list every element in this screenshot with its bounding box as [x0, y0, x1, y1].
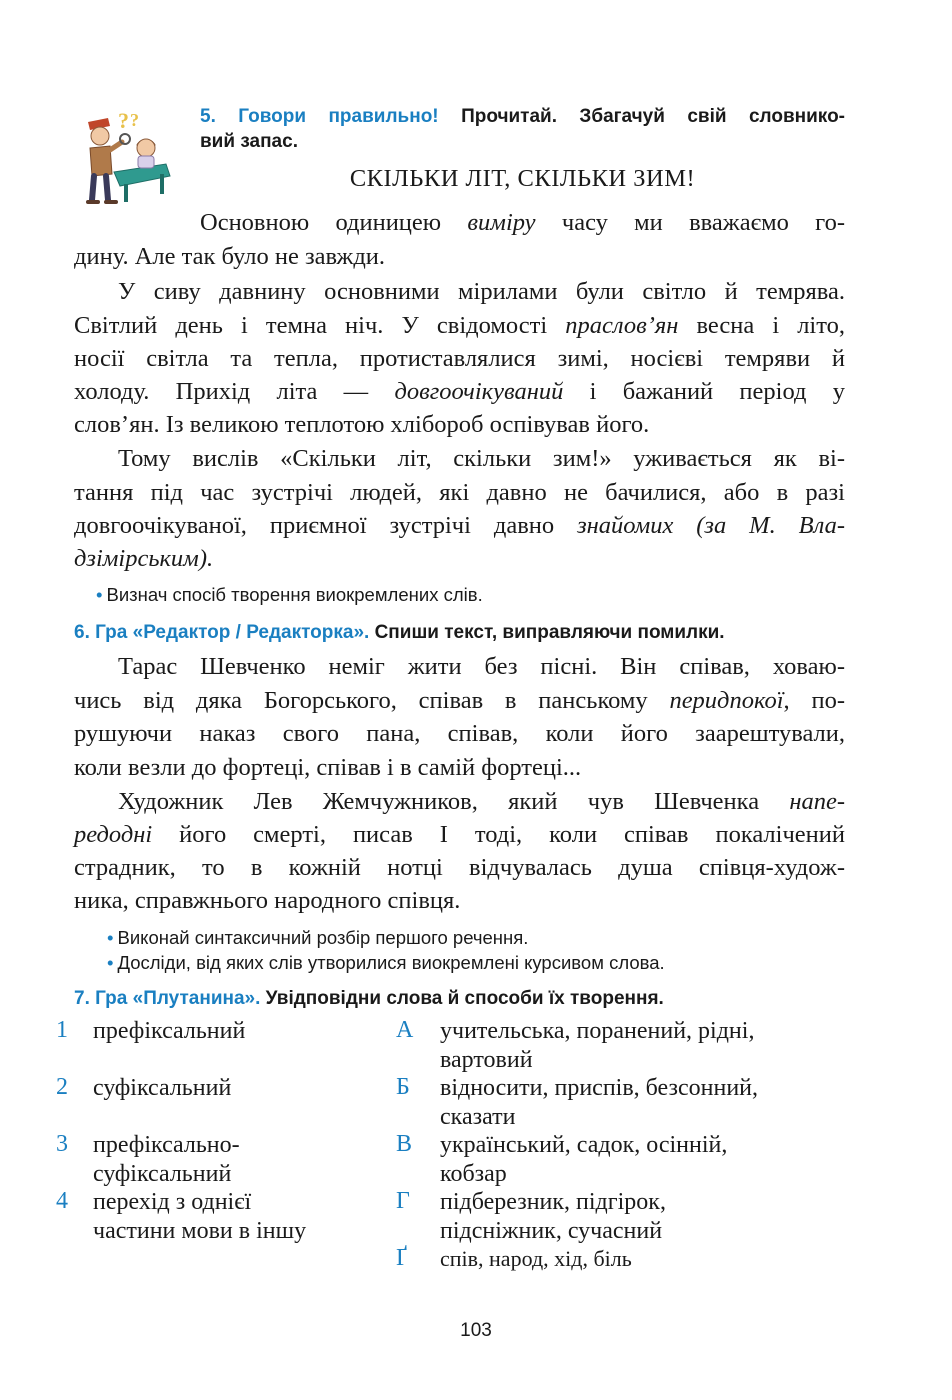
task6-lead: 6. Гра «Редактор / Редакторка». [74, 622, 370, 643]
paragraph-line [74, 309, 845, 343]
task6-bullet-2 [107, 950, 847, 975]
italic-word: знайомих (за М. Вла- [577, 512, 845, 539]
task7-heading [74, 986, 845, 1011]
match-number: 1 [56, 1017, 68, 1043]
task7-instruction: Увідповідни слова й способи їх творення. [265, 988, 664, 1009]
page-number: 103 [460, 1320, 492, 1341]
text-run: довгоочікуваної, приємної зустрічі давно [74, 512, 578, 539]
text-run: і бажаний період у [563, 378, 845, 405]
paragraph-line: дину. Але так було не завжди. [74, 243, 386, 270]
text-run: його смерті, писав І тоді, коли співав покалічений [152, 821, 845, 848]
match-letter: В [396, 1131, 413, 1157]
bullet-text: Визнач спосіб творення виокремлених слів. [106, 584, 483, 605]
task5-bullet [96, 582, 846, 607]
paragraph-line [74, 684, 845, 718]
task5-instruction: Прочитай. Збагачуй свій словнико- [461, 106, 845, 127]
paragraph-line: тання під час зустрічі людей, які давно не бачилися, або в разі [74, 479, 845, 506]
task6-instruction: Спиши текст, виправляючи помилки. [374, 622, 725, 643]
match-method: перехід з однієї [93, 1189, 252, 1215]
match-number: 2 [56, 1074, 68, 1100]
match-method: префіксальний [93, 1018, 246, 1044]
task5-heading [200, 104, 845, 154]
paragraph-line: Тарас Шевченко неміг жити без пісні. Він співав, ховаю- [118, 653, 845, 680]
match-method: префіксально- [93, 1132, 240, 1158]
text-run: чись від дяка Богорського, співав в панському [74, 687, 670, 714]
task7-lead: 7. Гра «Плутанина». [74, 988, 261, 1009]
match-letter: Ґ [396, 1245, 407, 1271]
bullet-dot-icon: • [107, 952, 114, 973]
text-run: , по- [783, 687, 845, 714]
paragraph-line: носії світла та тепла, протиставлялися зимі, носієві темряви й [74, 345, 845, 372]
italic-word: редодні [74, 821, 153, 848]
italic-word: дзімірським). [74, 545, 214, 572]
svg-text:?: ? [118, 108, 129, 133]
match-number: 3 [56, 1131, 68, 1157]
paragraph-line: коли везли до фортеці, співав і в самій фортеці... [74, 754, 582, 781]
italic-word: перидпокої [669, 687, 784, 714]
text-run: холоду. Прихід літа — [74, 378, 395, 405]
match-words: український, садок, осінній, [440, 1132, 728, 1158]
paragraph-line [74, 509, 845, 543]
match-words: відносити, приспів, безсонний, [440, 1075, 759, 1101]
paragraph-line: ника, справжнього народного співця. [74, 887, 461, 914]
bullet-text: Досліди, від яких слів утворилися виокремлені курсивом слова. [117, 952, 665, 973]
match-method: суфіксальний [93, 1161, 232, 1187]
paragraph-line [74, 375, 845, 409]
italic-word: довгоочікуваний [394, 378, 564, 405]
svg-text:?: ? [130, 110, 139, 130]
match-words: спів, народ, хід, біль [440, 1246, 632, 1271]
text-run: весна і літо, [678, 312, 845, 339]
match-words: підберезник, підгірок, [440, 1189, 666, 1215]
text-run: Художник Лев Жемчужников, який чув Шевченка [118, 788, 790, 815]
match-number: 4 [56, 1188, 68, 1214]
task6-bullet-1 [107, 925, 847, 950]
paragraph-line: страдник, то в кожній нотці відчувалась душа співця-худож- [74, 854, 845, 881]
match-letter: Г [396, 1188, 410, 1214]
paragraph-line: слов’ян. Із великою теплотою хлібороб оспівував його. [74, 411, 650, 438]
paragraph-line: Тому вислів «Скільки літ, скільки зим!» уживається як ві- [118, 445, 845, 472]
match-words: підсніжник, сучасний [440, 1218, 663, 1244]
paragraph-line [200, 206, 845, 240]
task5-instruction-cont: вий запас. [200, 131, 298, 152]
paragraph-line: рушуючи наказ свого пана, співав, коли його заарештували, [74, 720, 845, 747]
match-words: кобзар [440, 1161, 507, 1187]
match-words: вартовий [440, 1047, 533, 1073]
text-title: СКІЛЬКИ ЛІТ, СКІЛЬКИ ЗИМ! [349, 165, 696, 192]
match-letter: Б [396, 1074, 410, 1100]
text-run: Світлий день і темна ніч. У свідомості [74, 312, 566, 339]
paragraph-line [74, 542, 845, 576]
bullet-dot-icon: • [96, 584, 103, 605]
italic-word: праслов’ян [565, 312, 679, 339]
bullet-text: Виконай синтаксичний розбір першого речення. [117, 927, 529, 948]
match-words: сказати [440, 1104, 516, 1130]
match-method: частини мови в іншу [93, 1218, 307, 1244]
paragraph-line [118, 785, 845, 819]
match-letter: А [396, 1017, 414, 1043]
italic-word: виміру [467, 209, 536, 236]
task5-lead: 5. Говори правильно! [200, 106, 439, 127]
text-run: часу ми вважаємо го- [535, 209, 846, 236]
bullet-dot-icon: • [107, 927, 114, 948]
italic-word: напе- [789, 788, 845, 815]
paragraph-line [74, 818, 845, 852]
task6-heading [74, 620, 845, 645]
boy-girl-illustration [74, 106, 178, 206]
text-run: Основною одиницею [200, 209, 468, 236]
match-method: суфіксальний [93, 1075, 232, 1101]
match-words: учительська, поранений, рідні, [440, 1018, 755, 1044]
paragraph-line: У сиву давнину основними мірилами були світло й темрява. [118, 278, 845, 305]
